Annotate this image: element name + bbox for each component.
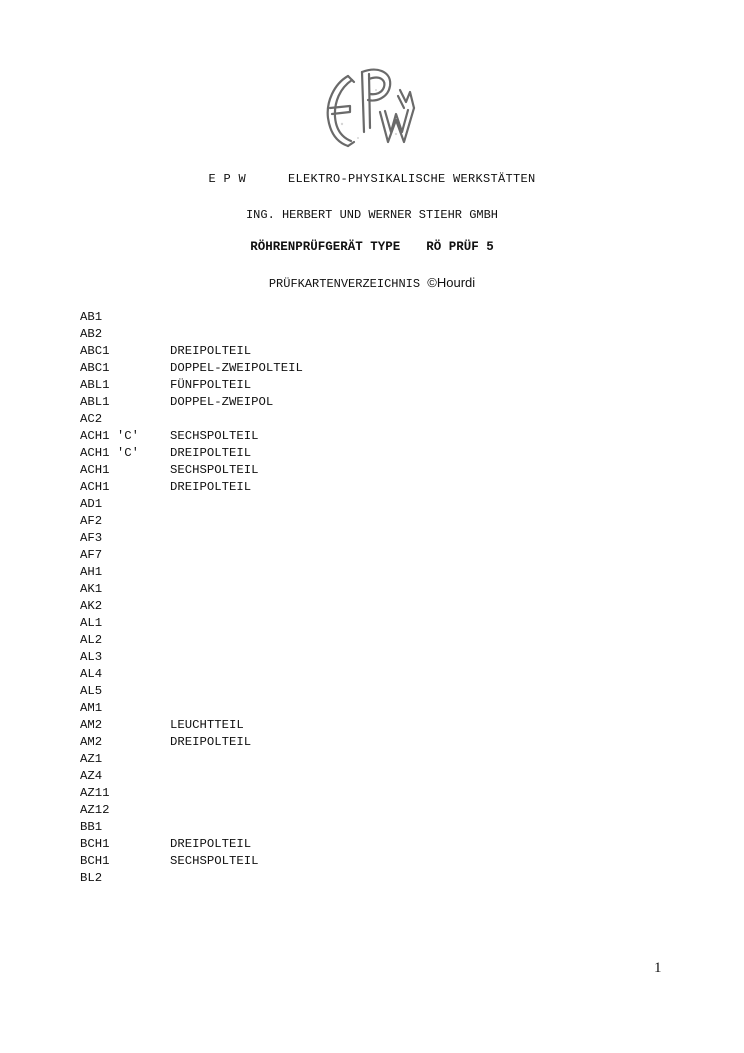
card-part-description: DREIPOLTEIL xyxy=(170,735,252,749)
list-item xyxy=(80,377,303,394)
copyright-mark: ©Hourdi xyxy=(427,275,476,290)
list-item xyxy=(80,445,303,462)
tube-code: ACH1 xyxy=(80,480,110,494)
tube-code: ABC1 xyxy=(80,344,110,358)
card-list xyxy=(80,309,303,887)
tube-code: AB1 xyxy=(80,310,103,324)
list-item xyxy=(80,428,303,445)
tube-code: AB2 xyxy=(80,327,103,341)
card-part-description: DREIPOLTEIL xyxy=(170,480,252,494)
company-line xyxy=(0,171,744,187)
tube-code: BCH1 xyxy=(80,854,110,868)
tube-code: AL2 xyxy=(80,633,103,647)
tube-code: AK2 xyxy=(80,599,103,613)
device-title xyxy=(0,239,744,255)
card-part-description: DREIPOLTEIL xyxy=(170,344,252,358)
list-item xyxy=(80,496,303,513)
list-item xyxy=(80,462,303,479)
tube-code: ABL1 xyxy=(80,378,110,392)
tube-code: AL4 xyxy=(80,667,103,681)
tube-code: BB1 xyxy=(80,820,103,834)
directory-title-line xyxy=(0,275,744,292)
tube-code: BL2 xyxy=(80,871,103,885)
tube-code: ACH1 xyxy=(80,463,110,477)
list-item xyxy=(80,360,303,377)
directory-title: PRÜFKARTENVERZEICHNIS xyxy=(268,277,421,291)
tube-code: ACH1 'C' xyxy=(80,429,140,443)
list-item xyxy=(80,870,303,887)
card-part-description: FÜNFPOLTEIL xyxy=(170,378,252,392)
page-number: 1 xyxy=(654,960,662,976)
device-title-a: RÖHRENPRÜFGERÄT TYPE xyxy=(250,240,401,254)
tube-code: AK1 xyxy=(80,582,103,596)
list-item xyxy=(80,547,303,564)
tube-code: AL5 xyxy=(80,684,103,698)
epw-logo xyxy=(318,62,424,154)
list-item xyxy=(80,785,303,802)
tube-code: AM1 xyxy=(80,701,103,715)
list-item xyxy=(80,343,303,360)
tube-code: AM2 xyxy=(80,735,103,749)
card-part-description: SECHSPOLTEIL xyxy=(170,854,259,868)
list-item xyxy=(80,479,303,496)
list-item xyxy=(80,411,303,428)
tube-code: AZ1 xyxy=(80,752,103,766)
tube-code: AM2 xyxy=(80,718,103,732)
tube-code: ABL1 xyxy=(80,395,110,409)
card-part-description: DREIPOLTEIL xyxy=(170,446,252,460)
card-part-description: LEUCHTTEIL xyxy=(170,718,244,732)
list-item xyxy=(80,615,303,632)
card-part-description: SECHSPOLTEIL xyxy=(170,463,259,477)
card-part-description: DREIPOLTEIL xyxy=(170,837,252,851)
list-item xyxy=(80,581,303,598)
tube-code: AL3 xyxy=(80,650,103,664)
owners-line: ING. HERBERT UND WERNER STIEHR GMBH xyxy=(245,208,499,222)
device-title-b: RÖ PRÜF 5 xyxy=(426,240,494,254)
list-item xyxy=(80,326,303,343)
tube-code: AF3 xyxy=(80,531,103,545)
list-item xyxy=(80,666,303,683)
card-part-description: DOPPEL-ZWEIPOL xyxy=(170,395,274,409)
tube-code: AZ4 xyxy=(80,769,103,783)
card-part-description: SECHSPOLTEIL xyxy=(170,429,259,443)
card-part-description: DOPPEL-ZWEIPOLTEIL xyxy=(170,361,303,375)
list-item xyxy=(80,513,303,530)
tube-code: ABC1 xyxy=(80,361,110,375)
tube-code: AF2 xyxy=(80,514,103,528)
tube-code: AL1 xyxy=(80,616,103,630)
list-item xyxy=(80,802,303,819)
list-item xyxy=(80,717,303,734)
list-item xyxy=(80,394,303,411)
tube-code: AZ12 xyxy=(80,803,110,817)
list-item xyxy=(80,632,303,649)
tube-code: AZ11 xyxy=(80,786,110,800)
list-item xyxy=(80,564,303,581)
list-item xyxy=(80,649,303,666)
company-abbr: E P W xyxy=(208,172,246,186)
list-item xyxy=(80,836,303,853)
list-item xyxy=(80,768,303,785)
tube-code: BCH1 xyxy=(80,837,110,851)
list-item xyxy=(80,683,303,700)
tube-code: AD1 xyxy=(80,497,103,511)
tube-code: AF7 xyxy=(80,548,103,562)
list-item xyxy=(80,598,303,615)
list-item xyxy=(80,819,303,836)
list-item xyxy=(80,734,303,751)
tube-code: ACH1 'C' xyxy=(80,446,140,460)
tube-code: AH1 xyxy=(80,565,103,579)
list-item xyxy=(80,700,303,717)
list-item xyxy=(80,309,303,326)
list-item xyxy=(80,853,303,870)
company-name: ELEKTRO-PHYSIKALISCHE WERKSTÄTTEN xyxy=(287,172,536,186)
list-item xyxy=(80,751,303,768)
tube-code: AC2 xyxy=(80,412,103,426)
list-item xyxy=(80,530,303,547)
